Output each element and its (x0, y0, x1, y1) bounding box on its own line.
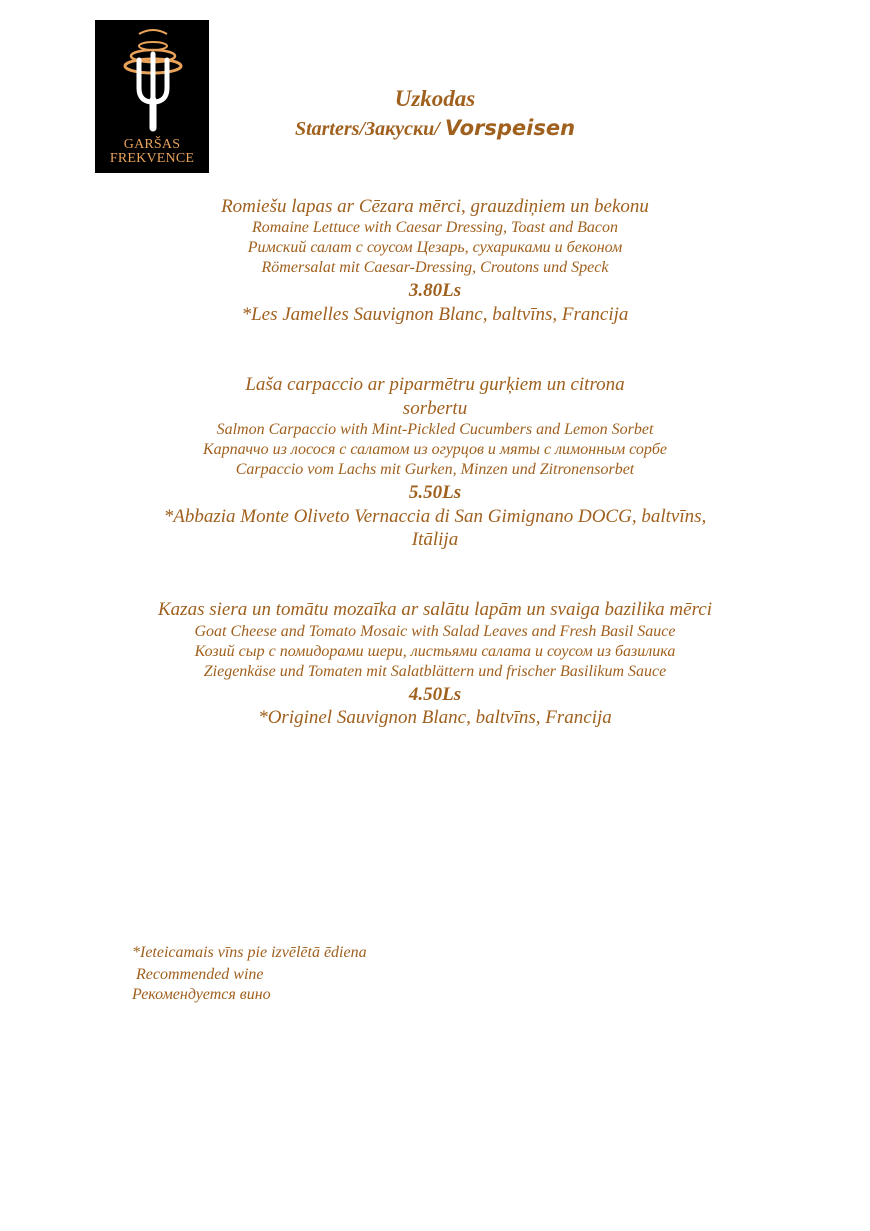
dish-3-price: 4.50Ls (408, 684, 462, 705)
dish-2-wine-2: Itālija (411, 529, 459, 550)
dish-3-name-ru: Козий сыр с помидорами шери, листьями салата и соусом из базилика (194, 643, 676, 660)
dish-3-wine: *Originel Sauvignon Blanc, baltvīns, Francija (258, 707, 612, 728)
dish-2-name-de: Carpaccio vom Lachs mit Gurken, Minzen und Zitronensorbet (235, 461, 635, 478)
footnote-en: Recommended wine (132, 966, 264, 983)
dish-2-name-en: Salmon Carpaccio with Mint-Pickled Cucumbers and Lemon Sorbet (216, 421, 654, 438)
menu-subtitle (0, 116, 870, 141)
dish-3-name-en: Goat Cheese and Tomato Mosaic with Salad Leaves and Fresh Basil Sauce (194, 623, 676, 640)
logo-line1: GARŠAS (123, 137, 181, 152)
dish-3-name-de: Ziegenkäse und Tomaten mit Salatblättern und frischer Basilikum Sauce (203, 663, 667, 680)
menu-title: Uzkodas (394, 86, 476, 111)
footnote-lv: *Ieteicamais vīns pie izvēlētā ēdiena (132, 944, 367, 961)
dish-2-name-lv-1: Laša carpaccio ar piparmētru gurķiem un citrona (245, 374, 625, 395)
dish-2-price: 5.50Ls (408, 482, 462, 503)
dish-2-name-ru: Карпаччо из лосося с салатом из огурцов и мяты с лимонным сорбе (202, 441, 668, 458)
dish-2-wine-1: *Abbazia Monte Oliveto Vernaccia di San Gimignano DOCG, baltvīns, (163, 506, 707, 527)
dish-1-price: 3.80Ls (408, 280, 462, 301)
dish-1-name-en: Romaine Lettuce with Caesar Dressing, Toast and Bacon (252, 219, 618, 236)
dish-1-name-ru: Римский салат с соусом Цезарь, сухариками и беконом (247, 239, 623, 256)
logo-line2: FREKVENCE (109, 151, 195, 166)
subtitle-main: Starters/Закуски/ (294, 118, 445, 140)
dish-1-wine: *Les Jamelles Sauvignon Blanc, baltvīns, Francija (241, 304, 629, 325)
dish-1-name-de: Römersalat mit Caesar-Dressing, Croutons und Speck (261, 259, 609, 276)
dish-1-name-lv: Romiešu lapas ar Cēzara mērci, grauzdiņiem un bekonu (221, 196, 649, 217)
footnote-ru: Рекомендуется вино (132, 986, 271, 1003)
dish-3-name-lv: Kazas siera un tomātu mozaīka ar salātu lapām un svaiga bazilika mērci (158, 599, 712, 620)
subtitle-german: Vorspeisen (444, 116, 576, 140)
dish-2-name-lv-2: sorbertu (402, 398, 468, 419)
